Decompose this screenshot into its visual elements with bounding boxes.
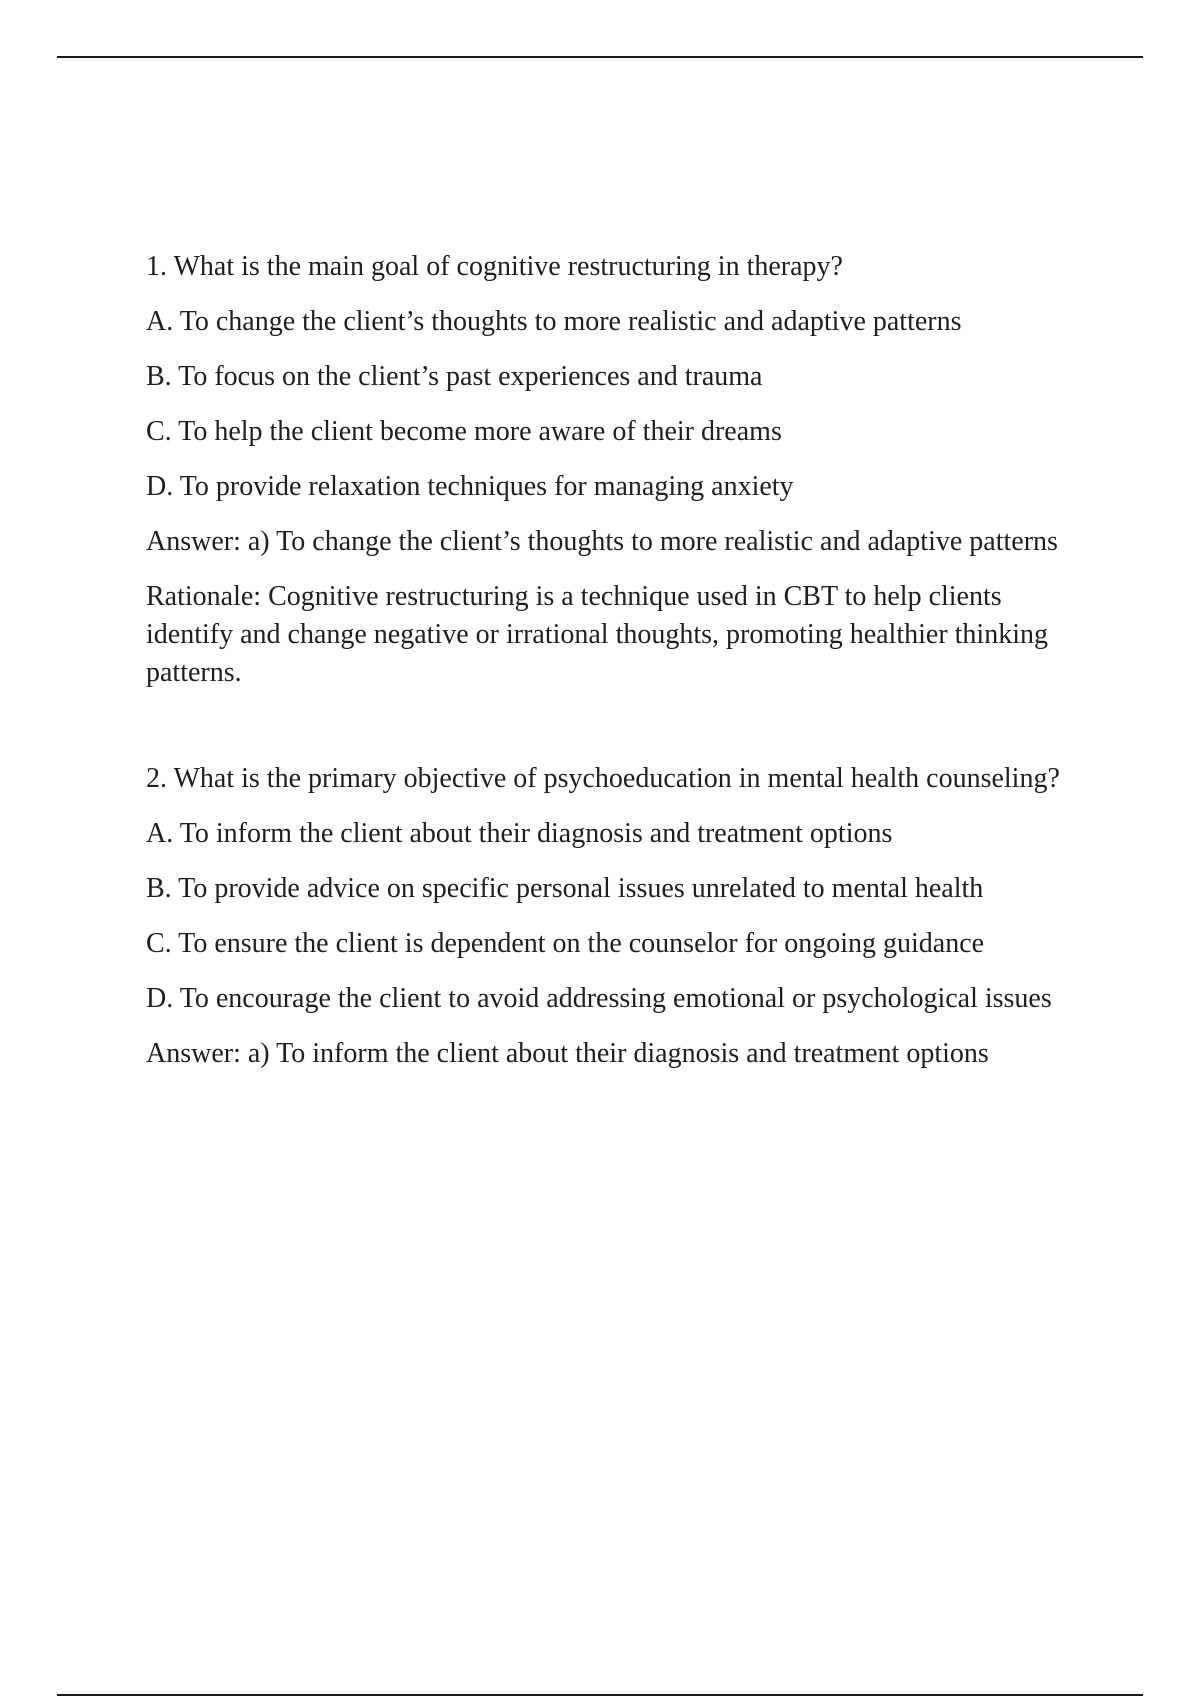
option-b: B. To provide advice on specific personal issues unrelated to mental health xyxy=(146,873,984,904)
rationale-text: Rationale: Cognitive restructuring is a technique used in CBT to help clients identify and change negative or irrational thoughts, promoting healthier thinking patterns. xyxy=(146,581,1048,688)
option-c: C. To help the client become more aware of their dreams xyxy=(146,416,782,447)
question-text: 2. What is the primary objective of psychoeducation in mental health counseling? xyxy=(146,763,1060,794)
answer-text: Answer: a) To inform the client about their diagnosis and treatment options xyxy=(146,1038,989,1069)
option-a: A. To change the client’s thoughts to more realistic and adaptive patterns xyxy=(146,306,962,337)
option-d: D. To encourage the client to avoid addressing emotional or psychological issues xyxy=(146,983,1052,1014)
option-b: B. To focus on the client’s past experiences and trauma xyxy=(146,361,763,392)
question-text: 1. What is the main goal of cognitive restructuring in therapy? xyxy=(146,251,843,282)
option-c: C. To ensure the client is dependent on the counselor for ongoing guidance xyxy=(146,928,985,959)
answer-text: Answer: a) To change the client’s thoughts to more realistic and adaptive patterns xyxy=(146,526,1058,557)
document-body xyxy=(146,248,1076,1090)
option-a: A. To inform the client about their diagnosis and treatment options xyxy=(146,818,893,849)
option-d: D. To provide relaxation techniques for managing anxiety xyxy=(146,471,794,502)
top-rule xyxy=(57,56,1143,58)
bottom-rule xyxy=(57,1694,1143,1696)
question-block-1 xyxy=(146,248,1076,692)
question-block-2 xyxy=(146,760,1076,1073)
